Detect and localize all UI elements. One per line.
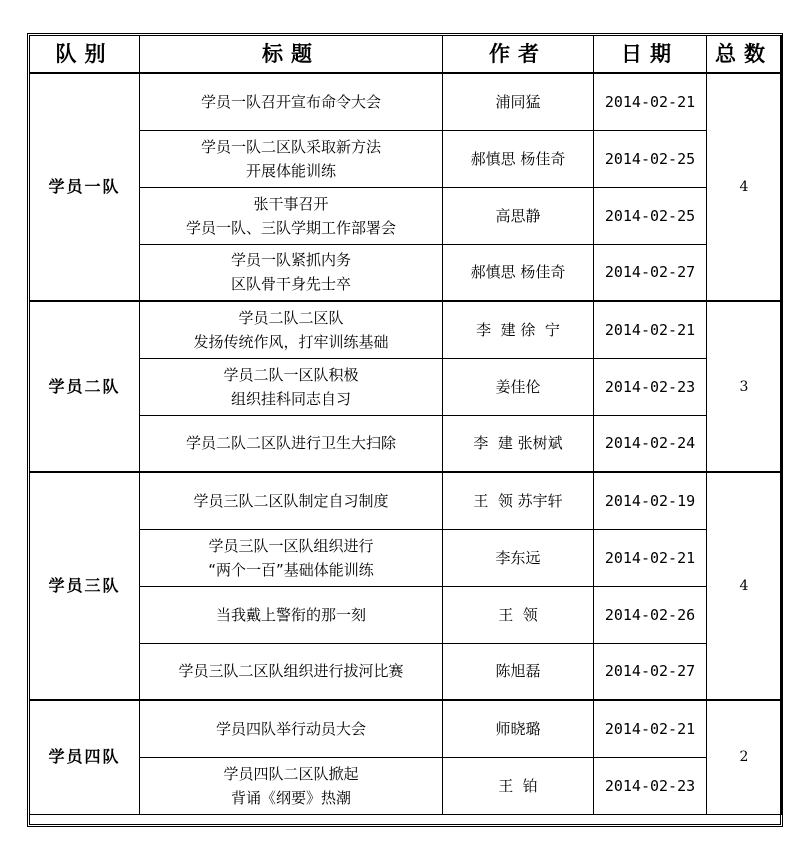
article-title-line: 学员四队二区队掀起 [223, 764, 359, 783]
team-name-cell: 学员一队 [30, 73, 140, 301]
date-cell: 2014-02-25 [594, 130, 707, 187]
team-name-cell: 学员四队 [30, 700, 140, 814]
article-title-line: 发扬传统作风，打牢训练基础 [193, 332, 389, 351]
article-title-cell [140, 301, 443, 358]
table-row [30, 586, 782, 643]
author-cell: 王 领 苏宇轩 [443, 472, 594, 529]
article-title-cell [140, 187, 443, 244]
team-name-cell: 学员二队 [30, 301, 140, 472]
header-date: 日期 [594, 36, 707, 74]
article-title-line: 张干事召开 [253, 194, 329, 213]
article-summary-table [29, 35, 782, 815]
date-cell: 2014-02-24 [594, 415, 707, 472]
author-cell: 郝慎思 杨佳奇 [443, 244, 594, 301]
total-count-cell: 2 [707, 700, 782, 814]
author-cell: 李 建 徐 宁 [443, 301, 594, 358]
article-title-cell [140, 757, 443, 814]
date-cell: 2014-02-21 [594, 301, 707, 358]
article-title-line: 当我戴上警衔的那一刻 [215, 605, 366, 624]
table-row [30, 73, 782, 130]
article-title-line: 学员三队二区队制定自习制度 [193, 491, 389, 510]
article-title-cell [140, 700, 443, 757]
author-cell: 李东远 [443, 529, 594, 586]
table-row [30, 358, 782, 415]
date-cell: 2014-02-25 [594, 187, 707, 244]
total-count-cell: 4 [707, 472, 782, 700]
table-row [30, 244, 782, 301]
date-cell: 2014-02-23 [594, 757, 707, 814]
article-title-line: 开展体能训练 [245, 161, 336, 180]
article-title-line: 学员一队、三队学期工作部署会 [185, 218, 396, 237]
table-row [30, 415, 782, 472]
table-row [30, 130, 782, 187]
article-title-cell [140, 73, 443, 130]
article-title-line: 学员一队紧抓内务 [230, 251, 351, 270]
table-row [30, 757, 782, 814]
article-title-line: 学员四队举行动员大会 [215, 719, 366, 738]
author-cell: 王 领 [443, 586, 594, 643]
author-cell: 高思静 [443, 187, 594, 244]
article-title-line: “两个一百”基础体能训练 [208, 560, 374, 579]
table-row [30, 529, 782, 586]
header-total: 总数 [707, 36, 782, 74]
article-title-cell [140, 529, 443, 586]
date-cell: 2014-02-21 [594, 529, 707, 586]
table-row [30, 700, 782, 757]
article-title-cell [140, 472, 443, 529]
author-cell: 姜佳伦 [443, 358, 594, 415]
article-title-line: 学员三队一区队组织进行 [208, 536, 374, 555]
date-cell: 2014-02-23 [594, 358, 707, 415]
total-count-cell: 4 [707, 73, 782, 301]
date-cell: 2014-02-21 [594, 700, 707, 757]
table-row [30, 301, 782, 358]
header-title: 标题 [140, 36, 443, 74]
article-title-line: 学员二队二区队进行卫生大扫除 [185, 434, 396, 453]
date-cell: 2014-02-19 [594, 472, 707, 529]
article-title-line: 组织挂科同志自习 [230, 389, 351, 408]
team-name-cell: 学员三队 [30, 472, 140, 700]
author-cell: 王 铂 [443, 757, 594, 814]
total-count-cell: 3 [707, 301, 782, 472]
table-row [30, 472, 782, 529]
header-row [30, 36, 782, 74]
table-body [30, 73, 782, 814]
date-cell: 2014-02-27 [594, 643, 707, 700]
article-title-line: 学员三队二区队组织进行拔河比赛 [178, 662, 404, 681]
article-title-cell [140, 415, 443, 472]
author-cell: 陈旭磊 [443, 643, 594, 700]
article-title-line: 学员一队召开宣布命令大会 [200, 92, 381, 111]
article-title-cell [140, 358, 443, 415]
date-cell: 2014-02-26 [594, 586, 707, 643]
article-title-cell [140, 643, 443, 700]
header-author: 作者 [443, 36, 594, 74]
date-cell: 2014-02-21 [594, 73, 707, 130]
article-title-line: 背诵《纲要》热潮 [230, 788, 351, 807]
header-team: 队别 [30, 36, 140, 74]
author-cell: 郝慎思 杨佳奇 [443, 130, 594, 187]
author-cell: 李 建 张树斌 [443, 415, 594, 472]
article-title-cell [140, 244, 443, 301]
article-title-line: 学员二队一区队积极 [223, 365, 359, 384]
table-row [30, 643, 782, 700]
date-cell: 2014-02-27 [594, 244, 707, 301]
article-title-cell [140, 130, 443, 187]
author-cell: 师晓璐 [443, 700, 594, 757]
article-title-line: 学员一队二区队采取新方法 [200, 137, 381, 156]
article-title-line: 区队骨干身先士卒 [230, 275, 351, 294]
article-title-cell [140, 586, 443, 643]
author-cell: 浦同猛 [443, 73, 594, 130]
article-title-line: 学员二队二区队 [238, 308, 344, 327]
table-row [30, 187, 782, 244]
